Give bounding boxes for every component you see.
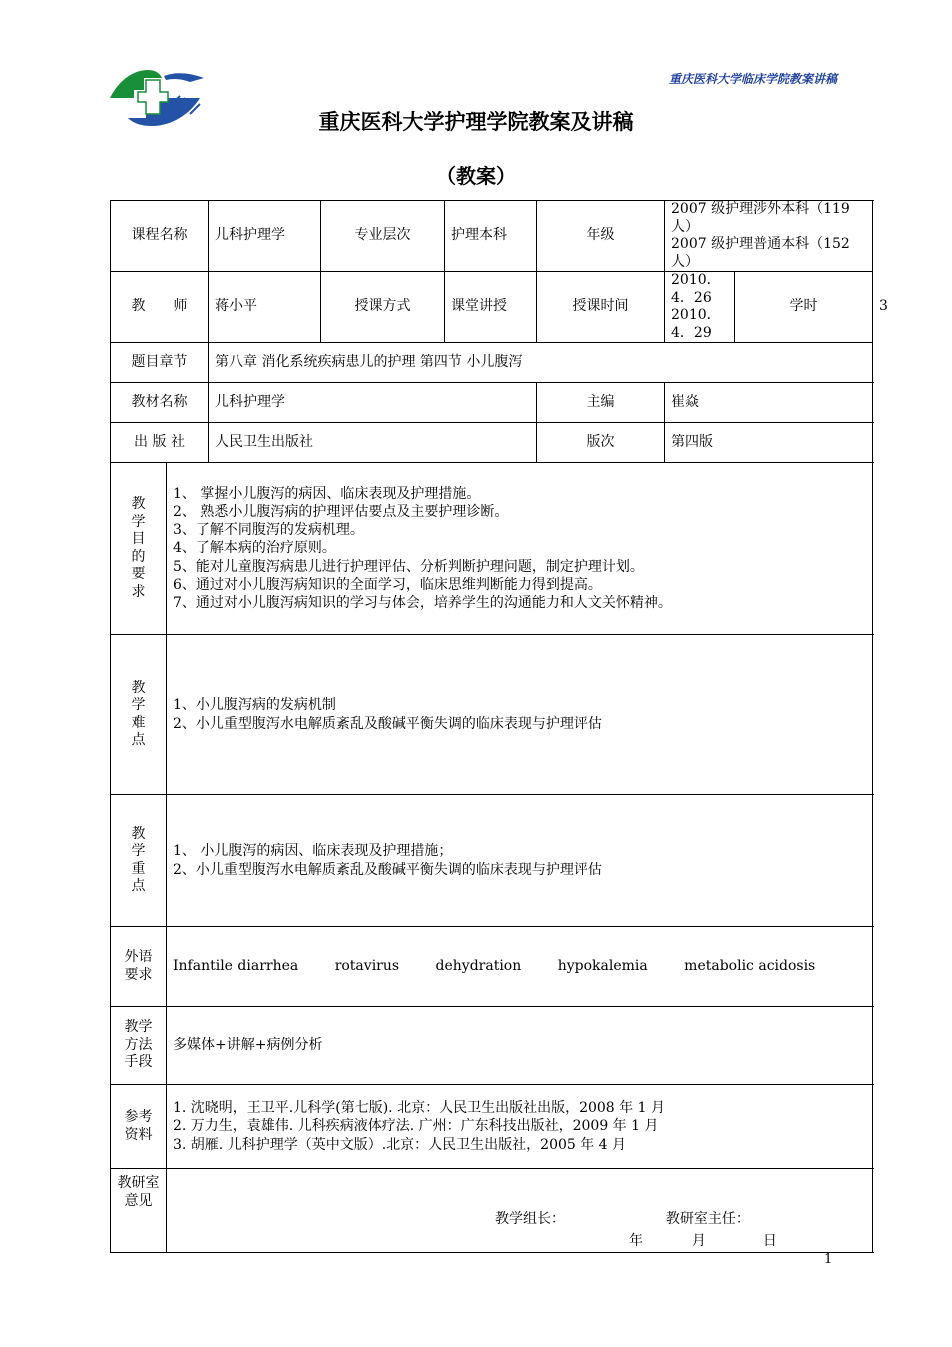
row-foreign: [111, 927, 873, 1007]
chapter-value: 第八章 消化系统疾病患儿的护理 第四节 小儿腹泻: [209, 343, 873, 383]
dept-head-label: 教研室主任：: [665, 1211, 750, 1227]
level-label: 专业层次: [321, 201, 445, 272]
foreign-term: hypokalemia: [557, 957, 648, 974]
textbook-label: 教材名称: [111, 383, 209, 423]
time-value: [665, 272, 735, 343]
chapter-label: 题目章节: [111, 343, 209, 383]
foreign-terms: [167, 927, 873, 1007]
row-chapter: [111, 343, 873, 383]
row-difficulties: [111, 635, 873, 795]
keypoints-list: [167, 795, 873, 927]
grade-label: 年级: [537, 201, 665, 272]
grade-line: 2007 级护理普通本科（152 人）: [671, 236, 850, 270]
references-label: 参考资料: [111, 1085, 167, 1169]
references-list: [167, 1085, 873, 1169]
list-item: 6、通过对小儿腹泻病知识的全面学习，临床思维判断能力得到提高。: [173, 576, 602, 593]
method-value: 课堂讲授: [445, 272, 537, 343]
list-item: 4、了解本病的治疗原则。: [173, 540, 336, 557]
foreign-term: metabolic acidosis: [684, 957, 816, 974]
editor-value: 崔焱: [665, 383, 873, 423]
publisher-value: 人民卫生出版社: [209, 423, 537, 463]
objectives-label: 教学目的要求: [111, 463, 167, 635]
row-opinion: [111, 1169, 873, 1253]
document-subtitle: （教案）: [436, 164, 516, 188]
keypoints-label: 教学重点: [111, 795, 167, 927]
list-item: 3. 胡雁. 儿科护理学（英中文版）.北京：人民卫生出版社，2005 年 4 月: [173, 1136, 627, 1153]
row-objectives: [111, 463, 873, 635]
level-value: 护理本科: [445, 201, 537, 272]
document-title: 重庆医科大学护理学院教案及讲稿: [318, 110, 634, 134]
list-item: 2、小儿重型腹泻水电解质紊乱及酸碱平衡失调的临床表现与护理评估: [173, 715, 602, 732]
date-month: 月: [691, 1233, 706, 1249]
list-item: 7、通过对小儿腹泻病知识的学习与体会，培养学生的沟通能力和人文关怀精神。: [173, 594, 672, 611]
list-item: 5、能对儿童腹泻病患儿进行护理评估、分析判断护理问题，制定护理计划。: [173, 558, 644, 575]
methods-label: 教学方法手段: [111, 1007, 167, 1085]
objectives-list: [167, 463, 873, 635]
time-line: 2010．4．26: [671, 272, 721, 306]
list-item: 1、 掌握小儿腹泻的病因、临床表现及护理措施。: [173, 485, 481, 502]
methods-value: 多媒体+讲解+病例分析: [167, 1007, 873, 1085]
editor-label: 主编: [537, 383, 665, 423]
row-keypoints: [111, 795, 873, 927]
course-value: 儿科护理学: [209, 201, 321, 272]
foreign-term: rotavirus: [334, 957, 400, 974]
row-methods: [111, 1007, 873, 1085]
teacher-value: 蒋小平: [209, 272, 321, 343]
list-item: 2. 万力生，袁雄伟. 儿科疾病液体疗法. 广州：广东科技出版社，2009 年 1 月: [173, 1118, 659, 1135]
date-day: 日: [762, 1233, 777, 1249]
group-leader-label: 教学组长：: [495, 1211, 565, 1227]
time-label: 授课时间: [537, 272, 665, 343]
list-item: 2、小儿重型腹泻水电解质紊乱及酸碱平衡失调的临床表现与护理评估: [173, 861, 602, 878]
date-year: 年: [629, 1233, 643, 1249]
list-item: 1、小儿腹泻病的发病机制: [173, 697, 336, 714]
foreign-label: 外语要求: [111, 927, 167, 1007]
grade-value: [665, 201, 873, 272]
method-label: 授课方式: [321, 272, 445, 343]
row-teacher: 教 师 蒋小平 授课方式 课堂讲授 授课时间 2010．4．26 2010．4．29 学时 3: [111, 272, 873, 343]
row-textbook: [111, 383, 873, 423]
time-line: 2010．4．29: [671, 307, 721, 341]
publisher-label: 出 版 社: [111, 423, 209, 463]
teacher-label: 教 师: [111, 272, 209, 343]
difficulties-list: [167, 635, 873, 795]
list-item: 1. 沈晓明，王卫平.儿科学(第七版). 北京：人民卫生出版社出版，2008 年 1 月: [173, 1100, 665, 1117]
opinion-area: [167, 1169, 873, 1253]
hours-label: 学时: [735, 272, 873, 343]
grade-line: 2007 级护理涉外本科（119 人）: [671, 201, 850, 235]
lesson-plan-table: [110, 200, 888, 1253]
edition-label: 版次: [537, 423, 665, 463]
course-label: 课程名称: [111, 201, 209, 272]
edition-value: 第四版: [665, 423, 873, 463]
list-item: 1、 小儿腹泻的病因、临床表现及护理措施；: [173, 843, 453, 860]
list-item: 2、 熟悉小儿腹泻病的护理评估要点及主要护理诊断。: [173, 504, 509, 521]
group-leader-field: [495, 1211, 750, 1229]
list-item: 3、了解不同腹泻的发病机理。: [173, 522, 364, 539]
foreign-term: dehydration: [435, 957, 522, 974]
row-references: [111, 1085, 873, 1169]
opinion-label: 教研室意见: [111, 1169, 167, 1253]
row-course: [111, 201, 873, 272]
foreign-term: Infantile diarrhea: [173, 957, 299, 974]
textbook-value: 儿科护理学: [209, 383, 537, 423]
header-note: 重庆医科大学临床学院教案讲稿: [668, 72, 837, 86]
difficulties-label: 教学难点: [111, 635, 167, 795]
row-publisher: [111, 423, 873, 463]
date-field: [629, 1233, 777, 1251]
page-number: 1: [824, 1252, 833, 1267]
